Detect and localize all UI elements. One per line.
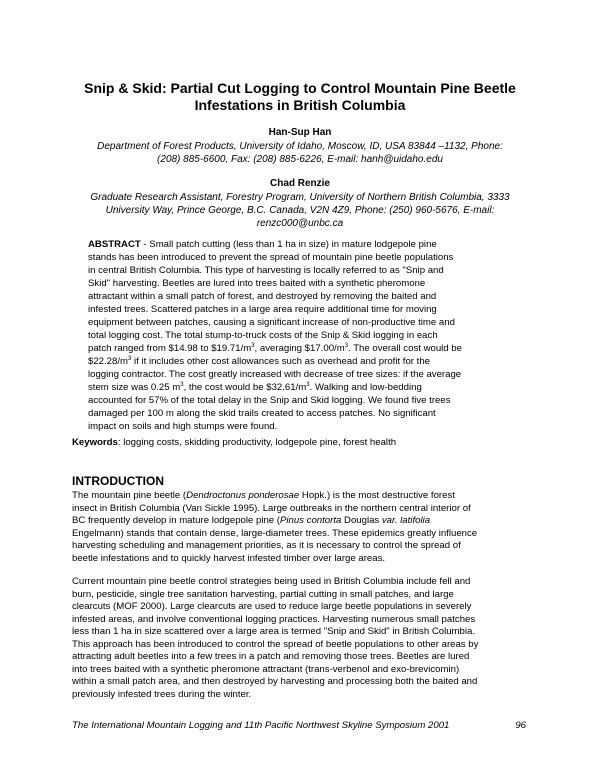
section-heading-introduction: INTRODUCTION [72,474,164,488]
paragraph-line: Current mountain pine beetle control strategies being used in British Columbia include fell and [72,576,471,587]
abstract-line: stands has been introduced to prevent the spread of mountain pine beetle populations [88,252,454,263]
author-affiliation-2 [60,191,540,230]
paragraph-line: within a small patch area, and then destroyed by harvesting and processing both the baited and [72,676,478,687]
intro-paragraph-2 [72,576,532,701]
paper-title [60,80,540,114]
abstract-line: ABSTRACT - Small patch cutting (less than 1 ha in size) in mature lodgepole pine [88,239,437,250]
keywords [72,436,532,449]
abstract-line: Skid" harvesting. Beetles are lured into trees baited with a synthetic pheromone [88,278,426,289]
abstract-label: ABSTRACT [88,239,141,250]
paragraph-line: The mountain pine beetle (Dendroctonus ponderosae Hopk.) is the most destructive forest [72,490,455,501]
paragraph-line: burn, pesticide, single tree sanitation harvesting, partial cutting in small patches, and large [72,588,454,600]
paragraph-line: BC frequently develop in mature lodgepole pine (Pinus contorta Douglas var. latifolia [72,515,431,526]
paragraph-line: attracting adult beetles into a few trees in a patch and removing those trees. Beetles are lured [72,651,470,662]
intro-paragraph-1 [72,490,532,565]
paragraph-line: infested areas, and involve conventional logging practices. Harvesting numerous small patches [72,613,476,625]
paragraph-line: Engelmann) stands that contain dense, large-diameter trees. These epidemics greatly influence [72,527,478,539]
paragraph-line: clearcuts (MOF 2000). Large clearcuts are used to reduce large beetle populations in severely [72,601,472,612]
keywords-label: Keywords [72,437,118,448]
author-affiliation-1 [60,140,540,166]
abstract-line: attractant within a small patch of forest, and destroyed by removing the baited and [88,291,437,302]
affil-1-line-1: Department of Forest Products, University of Idaho, Moscow, ID, USA 83844 –1132, Phone: [97,141,503,152]
affil-2-line-1: Graduate Research Assistant, Forestry Program, University of Northern British Columbia, 3333 [90,192,510,203]
affil-1-line-2: (208) 885-6600, Fax: (208) 885-6226, E-mail: hanh@uidaho.edu [157,154,443,165]
abstract-line: patch ranged from $14.98 to $\$19.71/m^3$, averaging $\$17.00/m^3$. The overall cost would be [88,342,462,354]
abstract-line: impact on soils and high stumps were found. [88,421,278,432]
footer-text: The International Mountain Logging and 11th Pacific Northwest Skyline Symposium 2001 [72,720,450,731]
page-footer [72,720,532,732]
author-name-1: Han-Sup Han [268,127,332,138]
page-number: 96 [515,720,526,731]
affil-2-line-2: University Way, Prince George, B.C. Canada, V2N 4Z9, Phone: (250) 960-5676, E-mail: [105,205,495,216]
title-line-2: Infestations in British Columbia [194,97,406,113]
paragraph-line: This approach has been introduced to control the spread of beetle populations to other areas by [72,638,479,650]
abstract-line: accounted for 57% of the total delay in the Snip and Skid logging. We found five trees [88,395,451,406]
paragraph-line: harvesting scheduling and management priorities, as it is necessary to control the spread of [72,540,461,551]
author-name-2: Chad Renzie [269,178,330,189]
abstract-line: stem size was 0.25 $m^3$, the cost would be $\$32.61/m^3$. Walking and low-bedding [88,381,422,393]
abstract [88,238,512,433]
title-line-1: Snip & Skid: Partial Cut Logging to Control Mountain Pine Beetle [84,80,516,96]
abstract-line: in central British Columbia. This type of harvesting is locally referred to as "Snip and [88,265,444,276]
abstract-line: $\$22.28/m^3$ if it includes other cost allowances such as overhead and profit for the [88,355,430,367]
paragraph-line: into trees baited with a synthetic pheromone attractant (trans-verbenol and exo-brevicomin) [72,663,460,675]
paragraph-line: less than 1 ha in size scattered over a large area is termed "Snip and Skid" in British Columbia. [72,626,476,637]
paragraph-line: beetle infestations and to quickly harvest infested timber over large areas. [72,552,386,564]
keywords-text: : logging costs, skidding productivity, lodgepole pine, forest health [117,437,397,448]
abstract-line: logging contractor. The cost greatly increased with decrease of tree sizes: if the average [88,369,462,380]
abstract-line: total logging cost. The total stump-to-truck costs of the Snip & Skid logging in each [88,330,438,341]
affil-2-line-3: renzc000@unbc.ca [256,218,344,229]
abstract-line: damaged per 100 m along the skid trails created to access patches. No significant [88,408,436,419]
abstract-line: equipment between patches, causing a significant increase of non-productive time and [88,317,455,328]
paragraph-line: previously infested trees during the winter. [72,688,252,700]
abstract-line: infested trees. Scattered patches in a large area require additional time for moving [88,304,437,315]
paragraph-line: insect in British Columbia (Van Sickle 1995). Large outbreaks in the northern central interior of [72,502,471,514]
